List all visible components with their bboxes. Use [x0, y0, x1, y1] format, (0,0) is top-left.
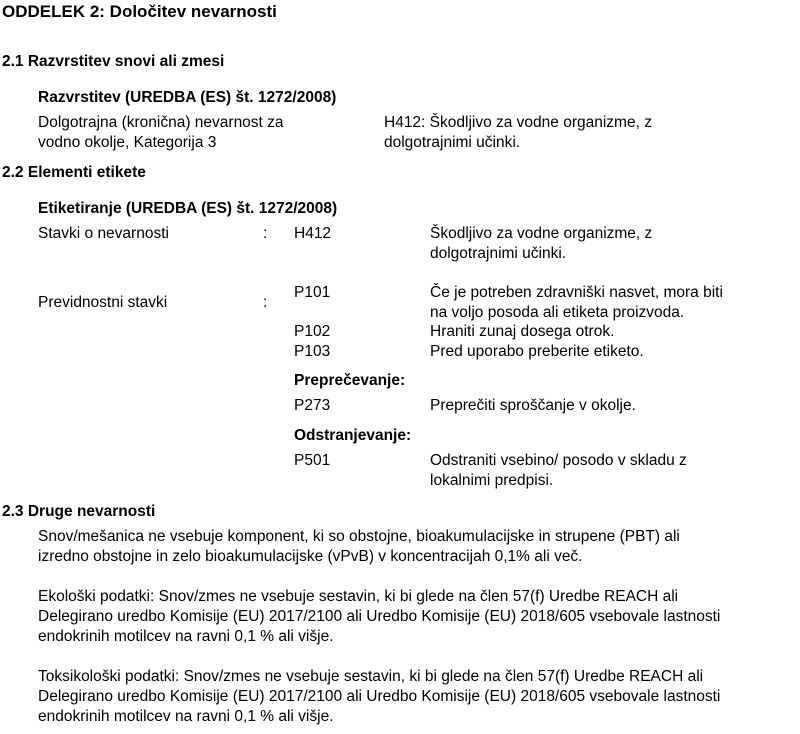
toxicological-paragraph-line3: endokrinih motilcev na ravni 0,1 % ali višje. [38, 708, 334, 725]
precautionary-statements-label: Previdnostni stavki [38, 294, 168, 311]
ecological-paragraph-line3: endokrinih motilcev na ravni 0,1 % ali višje. [38, 628, 334, 645]
disposal-heading: Odstranjevanje: [294, 427, 412, 444]
heading-2-3: 2.3 Druge nevarnosti [2, 503, 156, 520]
p103-text: Pred uporabo preberite etiketo. [430, 343, 644, 360]
code-p273: P273 [294, 397, 331, 414]
hazard-code-h412: H412 [294, 225, 332, 242]
code-p501: P501 [294, 452, 331, 469]
heading-2-1: 2.1 Razvrstitev snovi ali zmesi [2, 53, 225, 70]
classification-hazard-line1: H412: Škodljivo za vodne organizme, z [384, 114, 652, 131]
pbt-paragraph-line1: Snov/mešanica ne vsebuje komponent, ki so obstojne, bioakumulacijske in strupene (PBT) ali [38, 528, 680, 545]
code-p103: P103 [294, 343, 331, 360]
precautionary-statements-colon: : [263, 294, 268, 311]
prevention-heading: Preprečevanje: [294, 372, 406, 389]
code-p102: P102 [294, 323, 331, 340]
hazard-statements-colon: : [263, 225, 268, 242]
code-p101: P101 [294, 284, 331, 301]
toxicological-paragraph-line1: Toksikološki podatki: Snov/zmes ne vsebuje sestavin, ki bi glede na člen 57(f) Uredbe REACH ali [38, 668, 704, 685]
p101-text-line1: Če je potreben zdravniški nasvet, mora biti [430, 284, 723, 301]
section-title: ODDELEK 2: Določitev nevarnosti [2, 2, 277, 21]
heading-2-2: 2.2 Elementi etikete [2, 164, 146, 181]
hazard-text-line2: dolgotrajnimi učinki. [430, 245, 567, 262]
labelling-subheading: Etiketiranje (UREDBA (ES) št. 1272/2008) [38, 200, 338, 217]
ecological-paragraph-line2: Delegirano uredbo Komisije (EU) 2017/2100 ali Uredbo Komisije (EU) 2018/605 vsebovale lastnosti [38, 608, 721, 625]
p501-text-line1: Odstraniti vsebino/ posodo v skladu z [430, 452, 687, 469]
toxicological-paragraph-line2: Delegirano uredbo Komisije (EU) 2017/2100 ali Uredbo Komisije (EU) 2018/605 vsebovale lastnosti [38, 688, 721, 705]
hazard-text-line1: Škodljivo za vodne organizme, z [430, 225, 653, 242]
hazard-statements-label: Stavki o nevarnosti [38, 225, 169, 242]
p501-text-line2: lokalnimi predpisi. [430, 472, 554, 489]
p101-text-line2: na voljo posoda ali etiketa proizvoda. [430, 304, 685, 321]
pbt-paragraph-line2: izredno obstojne in zelo bioakumulacijske (vPvB) v koncentracijah 0,1% ali več. [38, 548, 583, 565]
p102-text: Hraniti zunaj dosega otrok. [430, 323, 615, 340]
classification-text-line1: Dolgotrajna (kronična) nevarnost za [38, 114, 284, 131]
classification-hazard-line2: dolgotrajnimi učinki. [384, 134, 521, 151]
p273-text: Preprečiti sproščanje v okolje. [430, 397, 636, 414]
classification-text-line2: vodno okolje, Kategorija 3 [38, 134, 217, 151]
ecological-paragraph-line1: Ekološki podatki: Snov/zmes ne vsebuje sestavin, ki bi glede na člen 57(f) Uredbe REACH ali [38, 588, 679, 605]
classification-subheading: Razvrstitev (UREDBA (ES) št. 1272/2008) [38, 89, 337, 106]
